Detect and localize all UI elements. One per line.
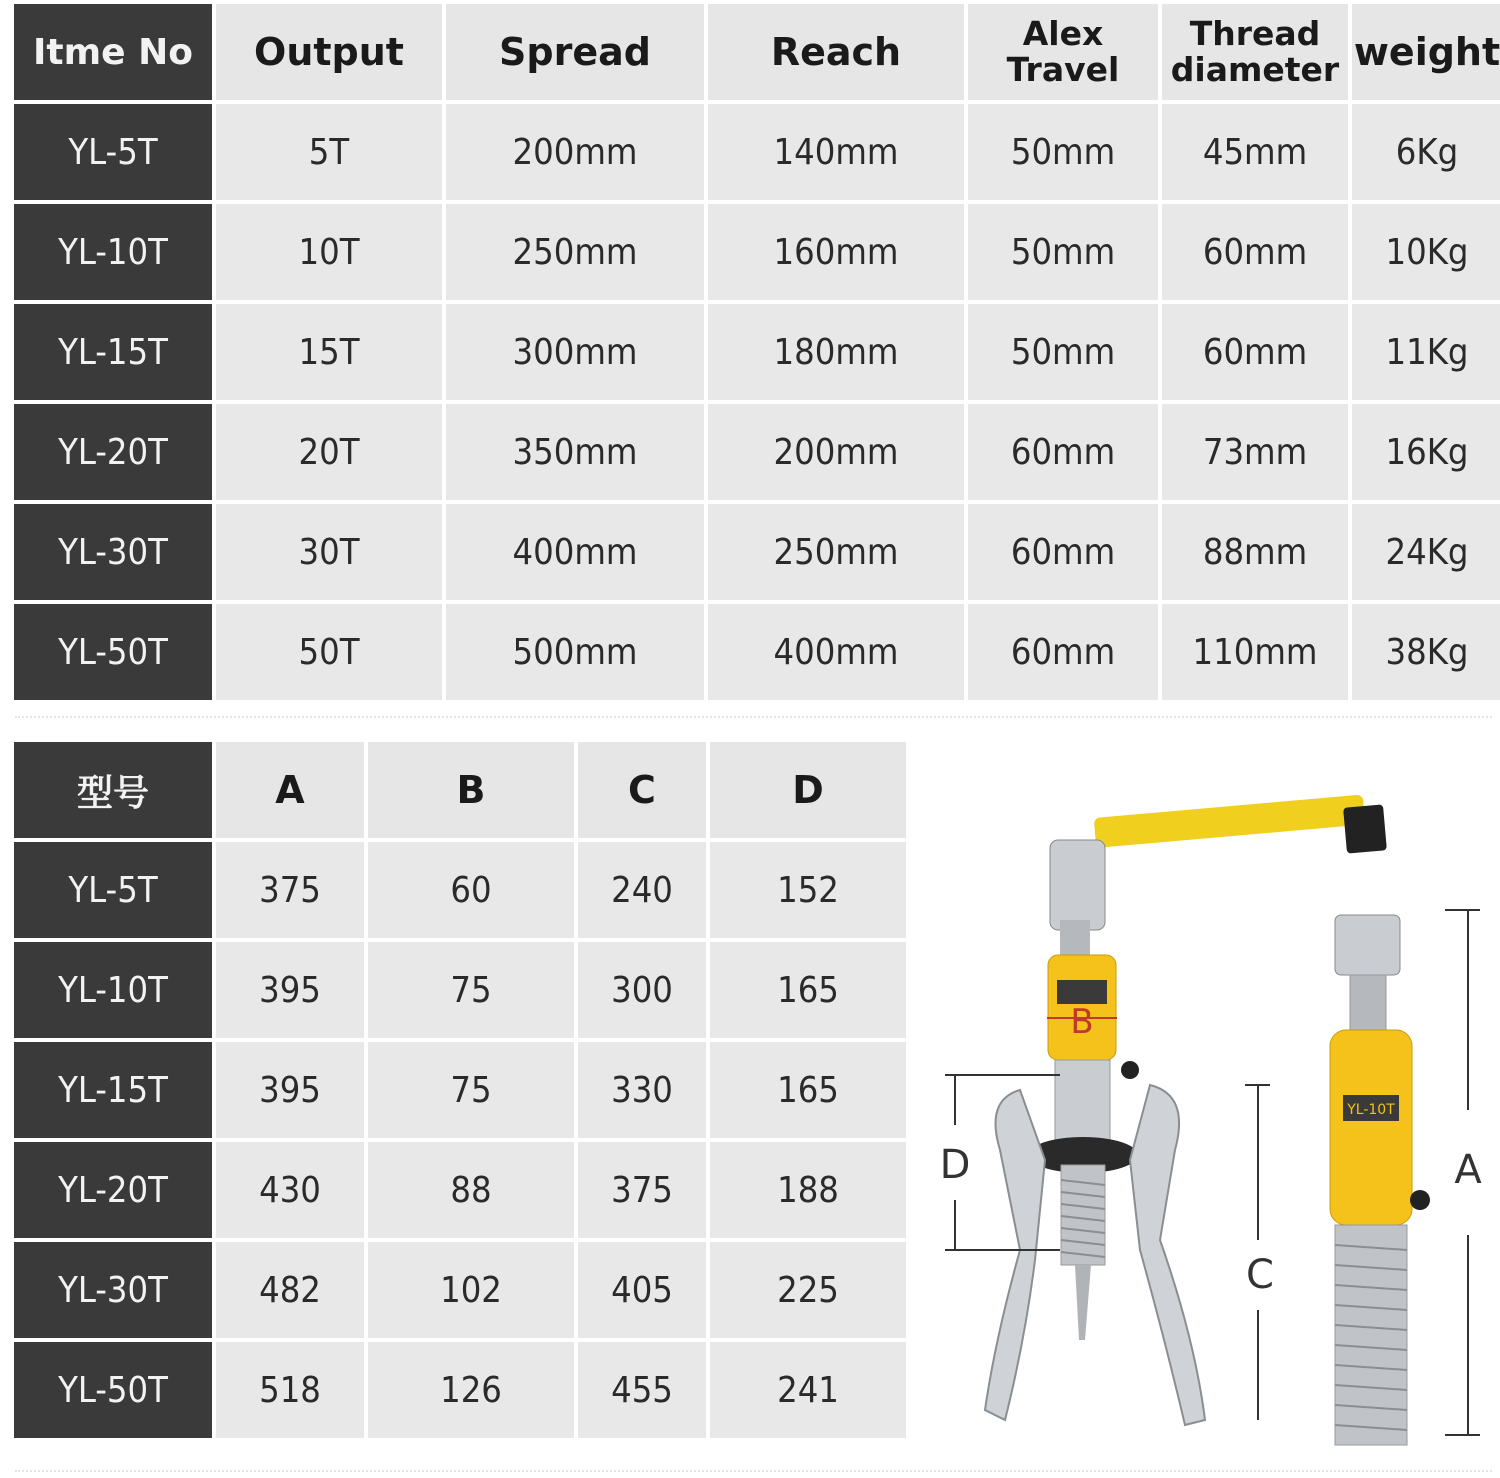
standalone-neck [1350, 975, 1386, 1030]
spec-row [14, 504, 1500, 600]
dim-header-row [14, 742, 906, 838]
puller-illustration [925, 780, 1495, 1460]
value-cell: 200mm [446, 104, 704, 200]
value-cell: 375 [578, 1142, 706, 1238]
header-c: C [578, 742, 706, 838]
dim-row [14, 942, 906, 1038]
spec-row [14, 604, 1500, 700]
dim-row [14, 1142, 906, 1238]
model-cell: YL-50T [14, 604, 212, 700]
value-cell: 482 [216, 1242, 364, 1338]
handle-grip [1343, 804, 1387, 853]
standalone-head [1335, 915, 1400, 975]
dim-row [14, 1042, 906, 1138]
pump-head [1050, 840, 1105, 930]
model-cell: YL-5T [14, 842, 212, 938]
standalone-badge-text: YL-10T [1347, 1102, 1395, 1118]
cylinder-body [1055, 1060, 1110, 1150]
value-cell: 50mm [968, 104, 1158, 200]
dim-a-label: A [1454, 1147, 1482, 1193]
value-cell: 60mm [1162, 204, 1348, 300]
value-cell: 241 [710, 1342, 906, 1438]
value-cell: 60mm [1162, 304, 1348, 400]
value-cell: 250mm [446, 204, 704, 300]
value-cell: 11Kg [1352, 304, 1500, 400]
value-cell: 88mm [1162, 504, 1348, 600]
dim-d-label: D [939, 1142, 971, 1188]
value-cell: 250mm [708, 504, 964, 600]
jaw-left [985, 1090, 1045, 1420]
header-item-no: Itme No [14, 4, 212, 100]
dim-row [14, 842, 906, 938]
dim-row [14, 1242, 906, 1338]
cylinder-label [1057, 980, 1107, 1004]
model-cell: YL-20T [14, 404, 212, 500]
value-cell: 152 [710, 842, 906, 938]
model-cell: YL-30T [14, 504, 212, 600]
model-cell: YL-20T [14, 1142, 212, 1238]
standalone-screw [1335, 1225, 1407, 1445]
value-cell: 6Kg [1352, 104, 1500, 200]
jaw-right [1130, 1085, 1205, 1425]
header-b: B [368, 742, 574, 838]
model-cell: YL-30T [14, 1242, 212, 1338]
dim-c-label: C [1246, 1252, 1274, 1298]
value-cell: 400mm [446, 504, 704, 600]
value-cell: 455 [578, 1342, 706, 1438]
header-reach: Reach [708, 4, 964, 100]
spec-row [14, 104, 1500, 200]
value-cell: 60 [368, 842, 574, 938]
value-cell: 45mm [1162, 104, 1348, 200]
value-cell: 375 [216, 842, 364, 938]
header-output: Output [216, 4, 442, 100]
spec-row [14, 204, 1500, 300]
spec-table [10, 0, 1500, 704]
model-cell: YL-10T [14, 942, 212, 1038]
value-cell: 15T [216, 304, 442, 400]
pump-neck [1060, 920, 1090, 960]
value-cell: 140mm [708, 104, 964, 200]
value-cell: 10T [216, 204, 442, 300]
value-cell: 50mm [968, 304, 1158, 400]
value-cell: 24Kg [1352, 504, 1500, 600]
value-cell: 200mm [708, 404, 964, 500]
model-cell: YL-10T [14, 204, 212, 300]
value-cell: 20T [216, 404, 442, 500]
value-cell: 50T [216, 604, 442, 700]
center-point [1075, 1265, 1091, 1340]
value-cell: 430 [216, 1142, 364, 1238]
value-cell: 330 [578, 1042, 706, 1138]
value-cell: 75 [368, 942, 574, 1038]
value-cell: 300mm [446, 304, 704, 400]
value-cell: 73mm [1162, 404, 1348, 500]
value-cell: 75 [368, 1042, 574, 1138]
value-cell: 38Kg [1352, 604, 1500, 700]
value-cell: 395 [216, 1042, 364, 1138]
bottom-divider [15, 1470, 1492, 1472]
value-cell: 188 [710, 1142, 906, 1238]
puller-with-handle [940, 795, 1387, 1425]
value-cell: 180mm [708, 304, 964, 400]
value-cell: 518 [216, 1342, 364, 1438]
value-cell: 50mm [968, 204, 1158, 300]
spec-header-row [14, 4, 1500, 100]
dimension-table [10, 738, 910, 1442]
value-cell: 300 [578, 942, 706, 1038]
value-cell: 60mm [968, 404, 1158, 500]
header-weight: weight [1352, 4, 1500, 100]
value-cell: 400mm [708, 604, 964, 700]
value-cell: 110mm [1162, 604, 1348, 700]
handle [1094, 795, 1366, 848]
model-cell: YL-50T [14, 1342, 212, 1438]
value-cell: 225 [710, 1242, 906, 1338]
standalone-knob [1410, 1190, 1430, 1210]
value-cell: 160mm [708, 204, 964, 300]
standalone-cylinder [1330, 910, 1482, 1445]
value-cell: 126 [368, 1342, 574, 1438]
header-thread-diameter: Thread diameter [1162, 4, 1348, 100]
header-a: A [216, 742, 364, 838]
value-cell: 5T [216, 104, 442, 200]
header-model: 型号 [14, 742, 212, 838]
spec-row [14, 304, 1500, 400]
spec-row [14, 404, 1500, 500]
value-cell: 500mm [446, 604, 704, 700]
value-cell: 102 [368, 1242, 574, 1338]
value-cell: 240 [578, 842, 706, 938]
dim-row [14, 1342, 906, 1438]
header-alex-travel: Alex Travel [968, 4, 1158, 100]
release-knob [1121, 1061, 1139, 1079]
header-d: D [710, 742, 906, 838]
value-cell: 60mm [968, 604, 1158, 700]
value-cell: 405 [578, 1242, 706, 1338]
value-cell: 165 [710, 942, 906, 1038]
value-cell: 88 [368, 1142, 574, 1238]
value-cell: 60mm [968, 504, 1158, 600]
value-cell: 16Kg [1352, 404, 1500, 500]
model-cell: YL-15T [14, 1042, 212, 1138]
model-cell: YL-15T [14, 304, 212, 400]
value-cell: 395 [216, 942, 364, 1038]
value-cell: 350mm [446, 404, 704, 500]
dim-b-label: B [1070, 1002, 1094, 1042]
header-spread: Spread [446, 4, 704, 100]
model-cell: YL-5T [14, 104, 212, 200]
value-cell: 165 [710, 1042, 906, 1138]
value-cell: 10Kg [1352, 204, 1500, 300]
standalone-body [1330, 1030, 1412, 1225]
value-cell: 30T [216, 504, 442, 600]
section-divider [15, 716, 1492, 718]
